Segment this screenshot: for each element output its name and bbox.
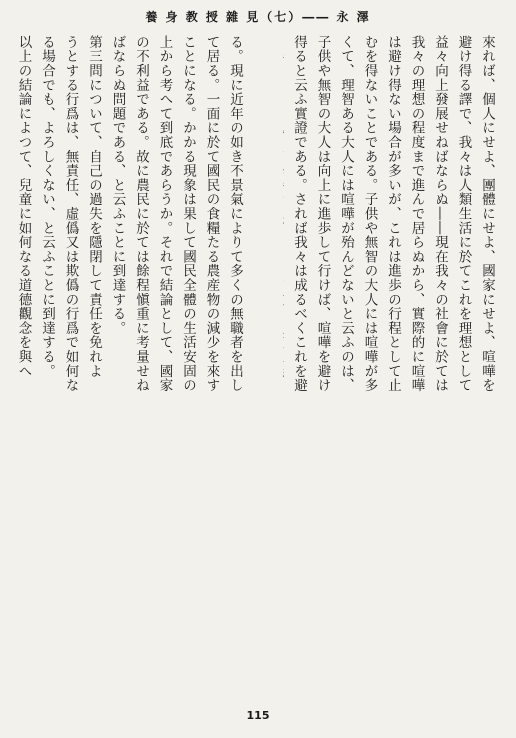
text-line: 第三問について、自己の過失を隱閉して責任を免れよ bbox=[86, 35, 102, 379]
text-line: 上から考へて到底であらうか。それで結論として、國家 bbox=[156, 35, 173, 393]
text-column-right bbox=[283, 35, 498, 699]
text-line: うとする行爲は、無責任、虛僞又は欺僞の行爲で如何な bbox=[62, 35, 79, 393]
text-line: むを得ないことである。子供や無智の大人には喧嘩が多 bbox=[361, 35, 378, 393]
text-line: て居る。一面に於て國民の食糧たる農産物の減少を來す bbox=[203, 35, 220, 393]
text-line: くて、理智ある大人には喧嘩が殆んどないと云ふのは、 bbox=[338, 35, 354, 393]
text-line: は避け得ない場合が多いが、これは進歩の行程として止 bbox=[385, 35, 401, 393]
text-line: 避け得る譯で、我々は人類生活に於てこれを理想として bbox=[455, 35, 472, 393]
text-line: 以上の結論によつて、兒童に如何なる道德觀念を與へ bbox=[15, 35, 32, 379]
text-line bbox=[283, 35, 287, 699]
text-line: 來れば、個人にせよ、團體にせよ、國家にせよ、喧嘩を bbox=[479, 35, 495, 393]
text-line: の不利益である。故に農民に於ては餘程愼重に考量せね bbox=[133, 35, 149, 393]
running-header: 養 身 教 授 雜 見（七）―― 永 澤 bbox=[145, 10, 371, 24]
text-column-left bbox=[14, 35, 246, 699]
text-line: 我々の理想の程度まで進んで居らぬから、實際的に喧嘩 bbox=[408, 35, 425, 393]
text-line: 子供や無智の大人は向上に進歩して行けば、喧嘩を避け bbox=[314, 35, 331, 393]
text-line: ばならぬ問題である、と云ふことに到達する。 bbox=[109, 35, 126, 336]
text-line: 益々向上發展せねばならぬ――現在我々の社會に於ては bbox=[432, 35, 448, 393]
page-number: 115 bbox=[246, 709, 270, 722]
text-line: ことになる。かかる現象は果して國民全體の生活安固の bbox=[180, 35, 196, 393]
text-line: る。現に近年の如き不景氣によりて多くの無職者を出し bbox=[227, 35, 243, 393]
text-line: 得ると云ふ實證である。されば我々は成るべくこれを避 bbox=[291, 35, 307, 393]
text-line: る場合でも、よろしくない、と云ふことに到達する。 bbox=[39, 35, 55, 379]
